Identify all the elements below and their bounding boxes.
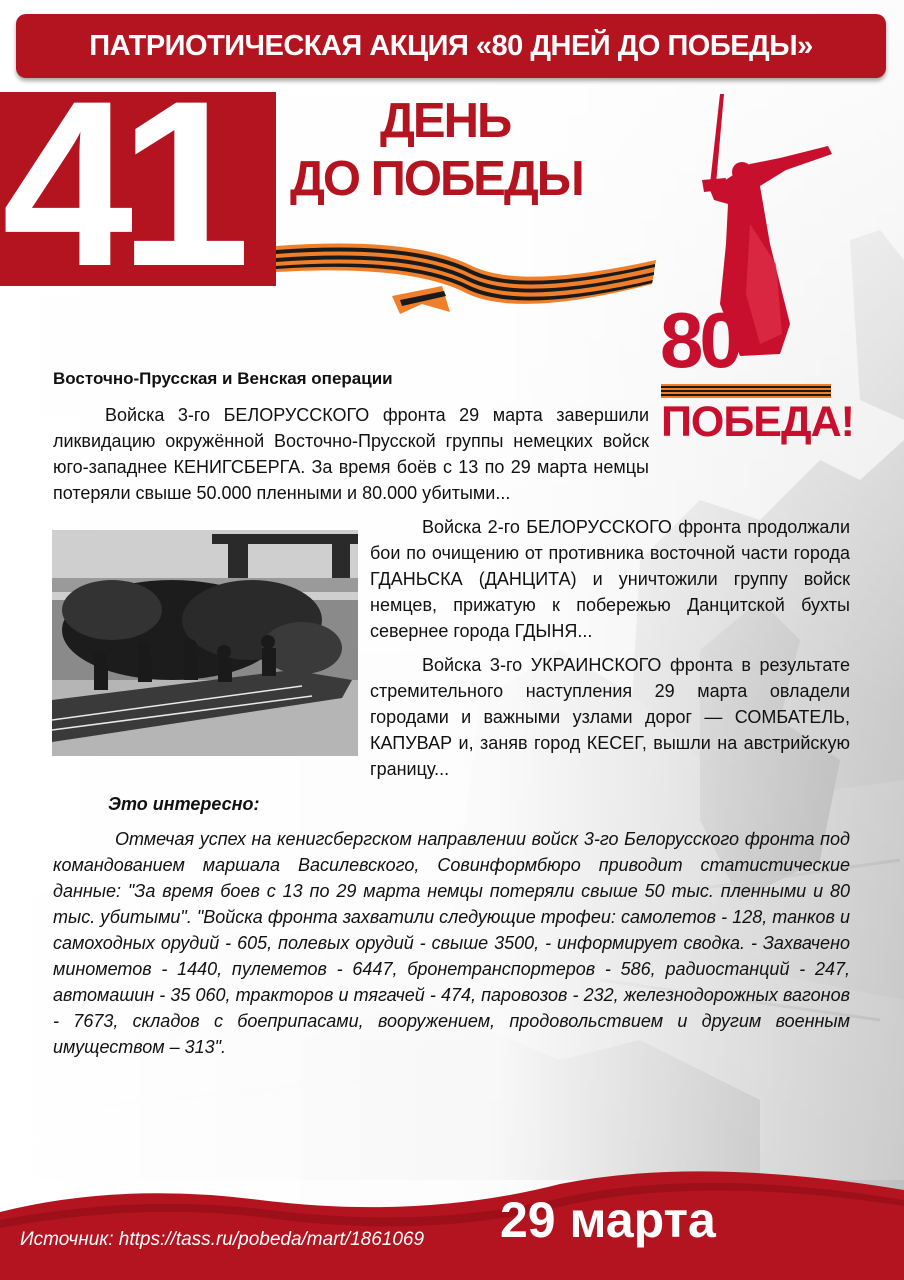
section-heading: Восточно-Прусская и Венская операции [53, 369, 393, 388]
date-label: 29 марта [500, 1192, 716, 1248]
historical-photo [52, 530, 358, 756]
banner-title: ПАТРИОТИЧЕСКАЯ АКЦИЯ «80 ДНЕЙ ДО ПОБЕДЫ» [89, 29, 813, 62]
emblem-ribbon-stripes-icon [661, 384, 831, 398]
paragraph-3 [370, 652, 850, 782]
st-george-ribbon-icon [272, 236, 656, 316]
paragraph-2 [370, 514, 850, 644]
day-title-line2: ДО ПОБЕДЫ [290, 152, 583, 206]
source-link[interactable]: Источник: https://tass.ru/pobeda/mart/1861069 [20, 1229, 425, 1250]
interesting-body [53, 826, 850, 1060]
paragraph-1-text: Войска 3-го БЕЛОРУССКОГО фронта 29 марта завершили ликвидацию окружённой Восточно-Прусской группы немецких войск юго-западнее КЕНИГСБЕРГА. За время боёв с 13 по 29 марта немцы потеряли свыше 50.000 пленными и 80.000 убитыми... [53, 405, 649, 503]
day-number: 41 [2, 52, 237, 316]
paragraph-2-text: Войска 2-го БЕЛОРУССКОГО фронта продолжали бои по очищению от противника восточной части города ГДАНЬСКА (ДАНЦИТА) и уничтожили группу войск немцев, прижатую к побережью Данцитской бухты севернее города ГДЫНЯ... [370, 517, 850, 641]
emblem-number: 80 [660, 296, 739, 384]
emblem-word: ПОБЕДА! [661, 398, 854, 446]
interesting-body-text: Отмечая успех на кенигсбергском направлении войск 3-го Белорусского фронта под командованием маршала Василевского, Совинформбюро приводит статистические данные: "За время боев с 13 по 29 марта немцы потеряли свыше 50 тыс. пленными и 80 тыс. убитыми". "Войска фронта захватили следующие трофеи: самолетов - 128, танков и самоходных орудий - 605, полевых орудий - свыше 3500, - информирует сводка. - Захвачено минометов - 1440, пулеметов - 6447, бронетранспортеров - 586, радиостанций - 247, автомашин - 35 060, тракторов и тягачей - 474, паровозов - 232, железнодорожных вагонов - 7673, складов с боеприпасами, вооружением, продовольствием и другим военным имуществом – 313". [53, 829, 850, 1057]
paragraph-1 [53, 402, 649, 506]
paragraph-3-text: Войска 3-го УКРАИНСКОГО фронта в результате стремительного наступления 29 марта овладели городами и важными узлами дорог — СОМБАТЕЛЬ, КАПУВАР и, заняв город КЕСЕГ, вышли на австрийскую границу... [370, 655, 850, 779]
day-title [290, 92, 630, 208]
day-title-line1: ДЕНЬ [380, 94, 511, 148]
interesting-title: Это интересно: [108, 794, 260, 814]
